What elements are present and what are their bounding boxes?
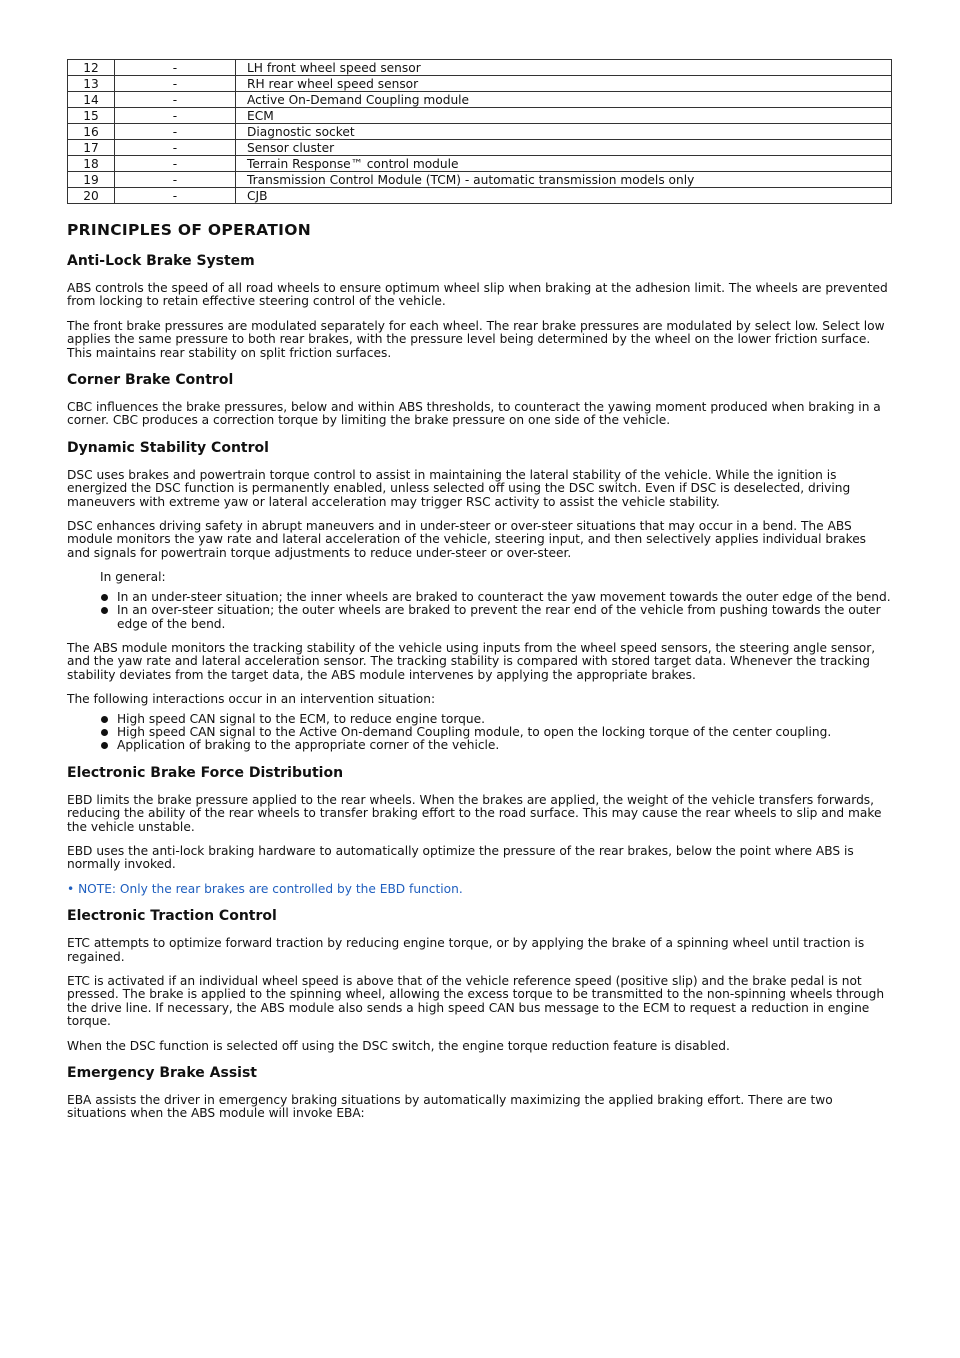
- table-row: [68, 172, 892, 188]
- bullet-icon: [101, 607, 108, 614]
- abs-paragraph-1: ABS controls the speed of all road wheels to ensure optimum wheel slip when braking at the adhesion limit. The wheels are prevented from locking to retain effective steering control of the vehicle.: [67, 281, 888, 309]
- list-item: In an under-steer situation; the inner wheels are braked to counteract the yaw movement towards the outer edge of the bend.: [117, 591, 892, 604]
- row-separator: -: [115, 92, 236, 108]
- row-number: 15: [68, 108, 115, 124]
- abs-paragraph-2: The front brake pressures are modulated separately for each wheel. The rear brake pressures are modulated by select low. Select low applies the same pressure to both rear brakes, with the pressure level being determined by the wheel on the lower friction surface. This maintains rear stability on split friction surfaces.: [67, 318, 885, 360]
- cbc-heading: Corner Brake Control: [67, 372, 234, 389]
- bullet-icon: [101, 742, 108, 749]
- ebd-paragraph-1: EBD limits the brake pressure applied to the rear wheels. When the brakes are applied, the weight of the vehicle transfers forwards, reducing the ability of the rear wheels to transfer braking effort to the road surface. This may cause the rear wheels to slip and make the vehicle unstable.: [67, 792, 882, 834]
- dsc-intervention-bullets: [67, 713, 892, 753]
- row-separator: -: [115, 172, 236, 188]
- row-separator: -: [115, 60, 236, 76]
- cbc-paragraph-1: CBC influences the brake pressures, below and within ABS thresholds, to counteract the yawing moment produced when braking in a corner. CBC produces a correction torque by limiting the brake pressure on one side of the vehicle.: [67, 400, 881, 428]
- bullet-icon: [101, 716, 108, 723]
- etc-paragraph-3: When the DSC function is selected off using the DSC switch, the engine torque reduction feature is disabled.: [67, 1038, 730, 1053]
- dsc-paragraph-4: The following interactions occur in an intervention situation:: [67, 692, 436, 707]
- etc-paragraph-2: ETC is activated if an individual wheel speed is above that of the vehicle reference speed (positive slip) and the brake pedal is not pressed. The brake is applied to the spinning wheel, allowing the excess torque to be transmitted to the non-spinning wheels through the drive line. If necessary, the ABS module also sends a high speed CAN bus message to the ECM to request a reduction in engine torque.: [67, 974, 885, 1029]
- ebd-note: • NOTE: Only the rear brakes are controlled by the EBD function.: [67, 881, 463, 896]
- table-row: [68, 188, 892, 204]
- dsc-paragraph-2: DSC enhances driving safety in abrupt maneuvers and in under-steer or over-steer situations that may occur in a bend. The ABS module monitors the yaw rate and lateral acceleration of the vehicle, steering input, and then selectively applies individual brakes and signals for powertrain torque adjustments to reduce under-steer or over-steer.: [67, 519, 867, 560]
- list-item: Application of braking to the appropriate corner of the vehicle.: [117, 739, 892, 752]
- row-number: 20: [68, 188, 115, 204]
- eba-heading: Emergency Brake Assist: [67, 1065, 257, 1082]
- row-number: 13: [68, 76, 115, 92]
- row-description: Active On-Demand Coupling module: [236, 92, 892, 108]
- table-row: [68, 108, 892, 124]
- row-number: 19: [68, 172, 115, 188]
- row-description: CJB: [236, 188, 892, 204]
- dsc-paragraph-3: The ABS module monitors the tracking stability of the vehicle using inputs from the wheel speed sensors, the steering angle sensor, and the yaw rate and lateral acceleration sensor. The tracking stability is compared with stored target data. Whenever the tracking stability deviates from the target data, the ABS module intervenes by applying the appropriate brakes.: [67, 640, 876, 682]
- table-row: [68, 92, 892, 108]
- document-page: [67, 59, 892, 1121]
- table-row: [68, 60, 892, 76]
- eba-paragraph-1: EBA assists the driver in emergency braking situations by automatically maximizing the applied braking effort. There are two situations when the ABS module will invoke EBA:: [67, 1093, 833, 1121]
- dsc-paragraph-1: DSC uses brakes and powertrain torque control to assist in maintaining the lateral stability of the vehicle. While the ignition is energized the DSC function is permanently enabled, unless selected off using the DSC switch. Even if DSC is deselected, driving maneuvers with extreme yaw or lateral acceleration may trigger RSC activity to assist the vehicle stability.: [67, 467, 851, 509]
- row-separator: -: [115, 76, 236, 92]
- row-description: Sensor cluster: [236, 140, 892, 156]
- table-row: [68, 76, 892, 92]
- table-row: [68, 140, 892, 156]
- row-number: 12: [68, 60, 115, 76]
- row-number: 17: [68, 140, 115, 156]
- list-item: In an over-steer situation; the outer wheels are braked to prevent the rear end of the vehicle from pushing towards the outer edge of the bend.: [117, 604, 892, 631]
- table-row: [68, 124, 892, 140]
- dsc-heading: Dynamic Stability Control: [67, 439, 269, 456]
- ebd-heading: Electronic Brake Force Distribution: [67, 764, 344, 781]
- row-number: 16: [68, 124, 115, 140]
- row-separator: -: [115, 188, 236, 204]
- row-separator: -: [115, 156, 236, 172]
- abs-heading: Anti-Lock Brake System: [67, 253, 255, 269]
- dsc-steer-bullets: [67, 591, 892, 631]
- list-item: High speed CAN signal to the Active On-demand Coupling module, to open the locking torque of the center coupling.: [117, 726, 892, 739]
- row-number: 18: [68, 156, 115, 172]
- etc-heading: Electronic Traction Control: [67, 908, 277, 925]
- bullet-icon: [101, 594, 108, 601]
- row-separator: -: [115, 124, 236, 140]
- row-description: Diagnostic socket: [236, 124, 892, 140]
- row-description: Terrain Response™ control module: [236, 156, 892, 172]
- component-table: [67, 59, 892, 204]
- principles-heading: PRINCIPLES OF OPERATION: [67, 221, 311, 239]
- list-item: High speed CAN signal to the ECM, to reduce engine torque.: [117, 713, 892, 726]
- row-separator: -: [115, 108, 236, 124]
- row-description: LH front wheel speed sensor: [236, 60, 892, 76]
- row-description: Transmission Control Module (TCM) - automatic transmission models only: [236, 172, 892, 188]
- row-description: ECM: [236, 108, 892, 124]
- table-row: [68, 156, 892, 172]
- etc-paragraph-1: ETC attempts to optimize forward traction by reducing engine torque, or by applying the brake of a spinning wheel until traction is regained.: [67, 936, 865, 964]
- row-separator: -: [115, 140, 236, 156]
- bullet-icon: [101, 729, 108, 736]
- row-number: 14: [68, 92, 115, 108]
- dsc-general-label: In general:: [100, 570, 166, 585]
- ebd-paragraph-2: EBD uses the anti-lock braking hardware to automatically optimize the pressure of the rear brakes, below the point where ABS is normally invoked.: [67, 843, 854, 872]
- row-description: RH rear wheel speed sensor: [236, 76, 892, 92]
